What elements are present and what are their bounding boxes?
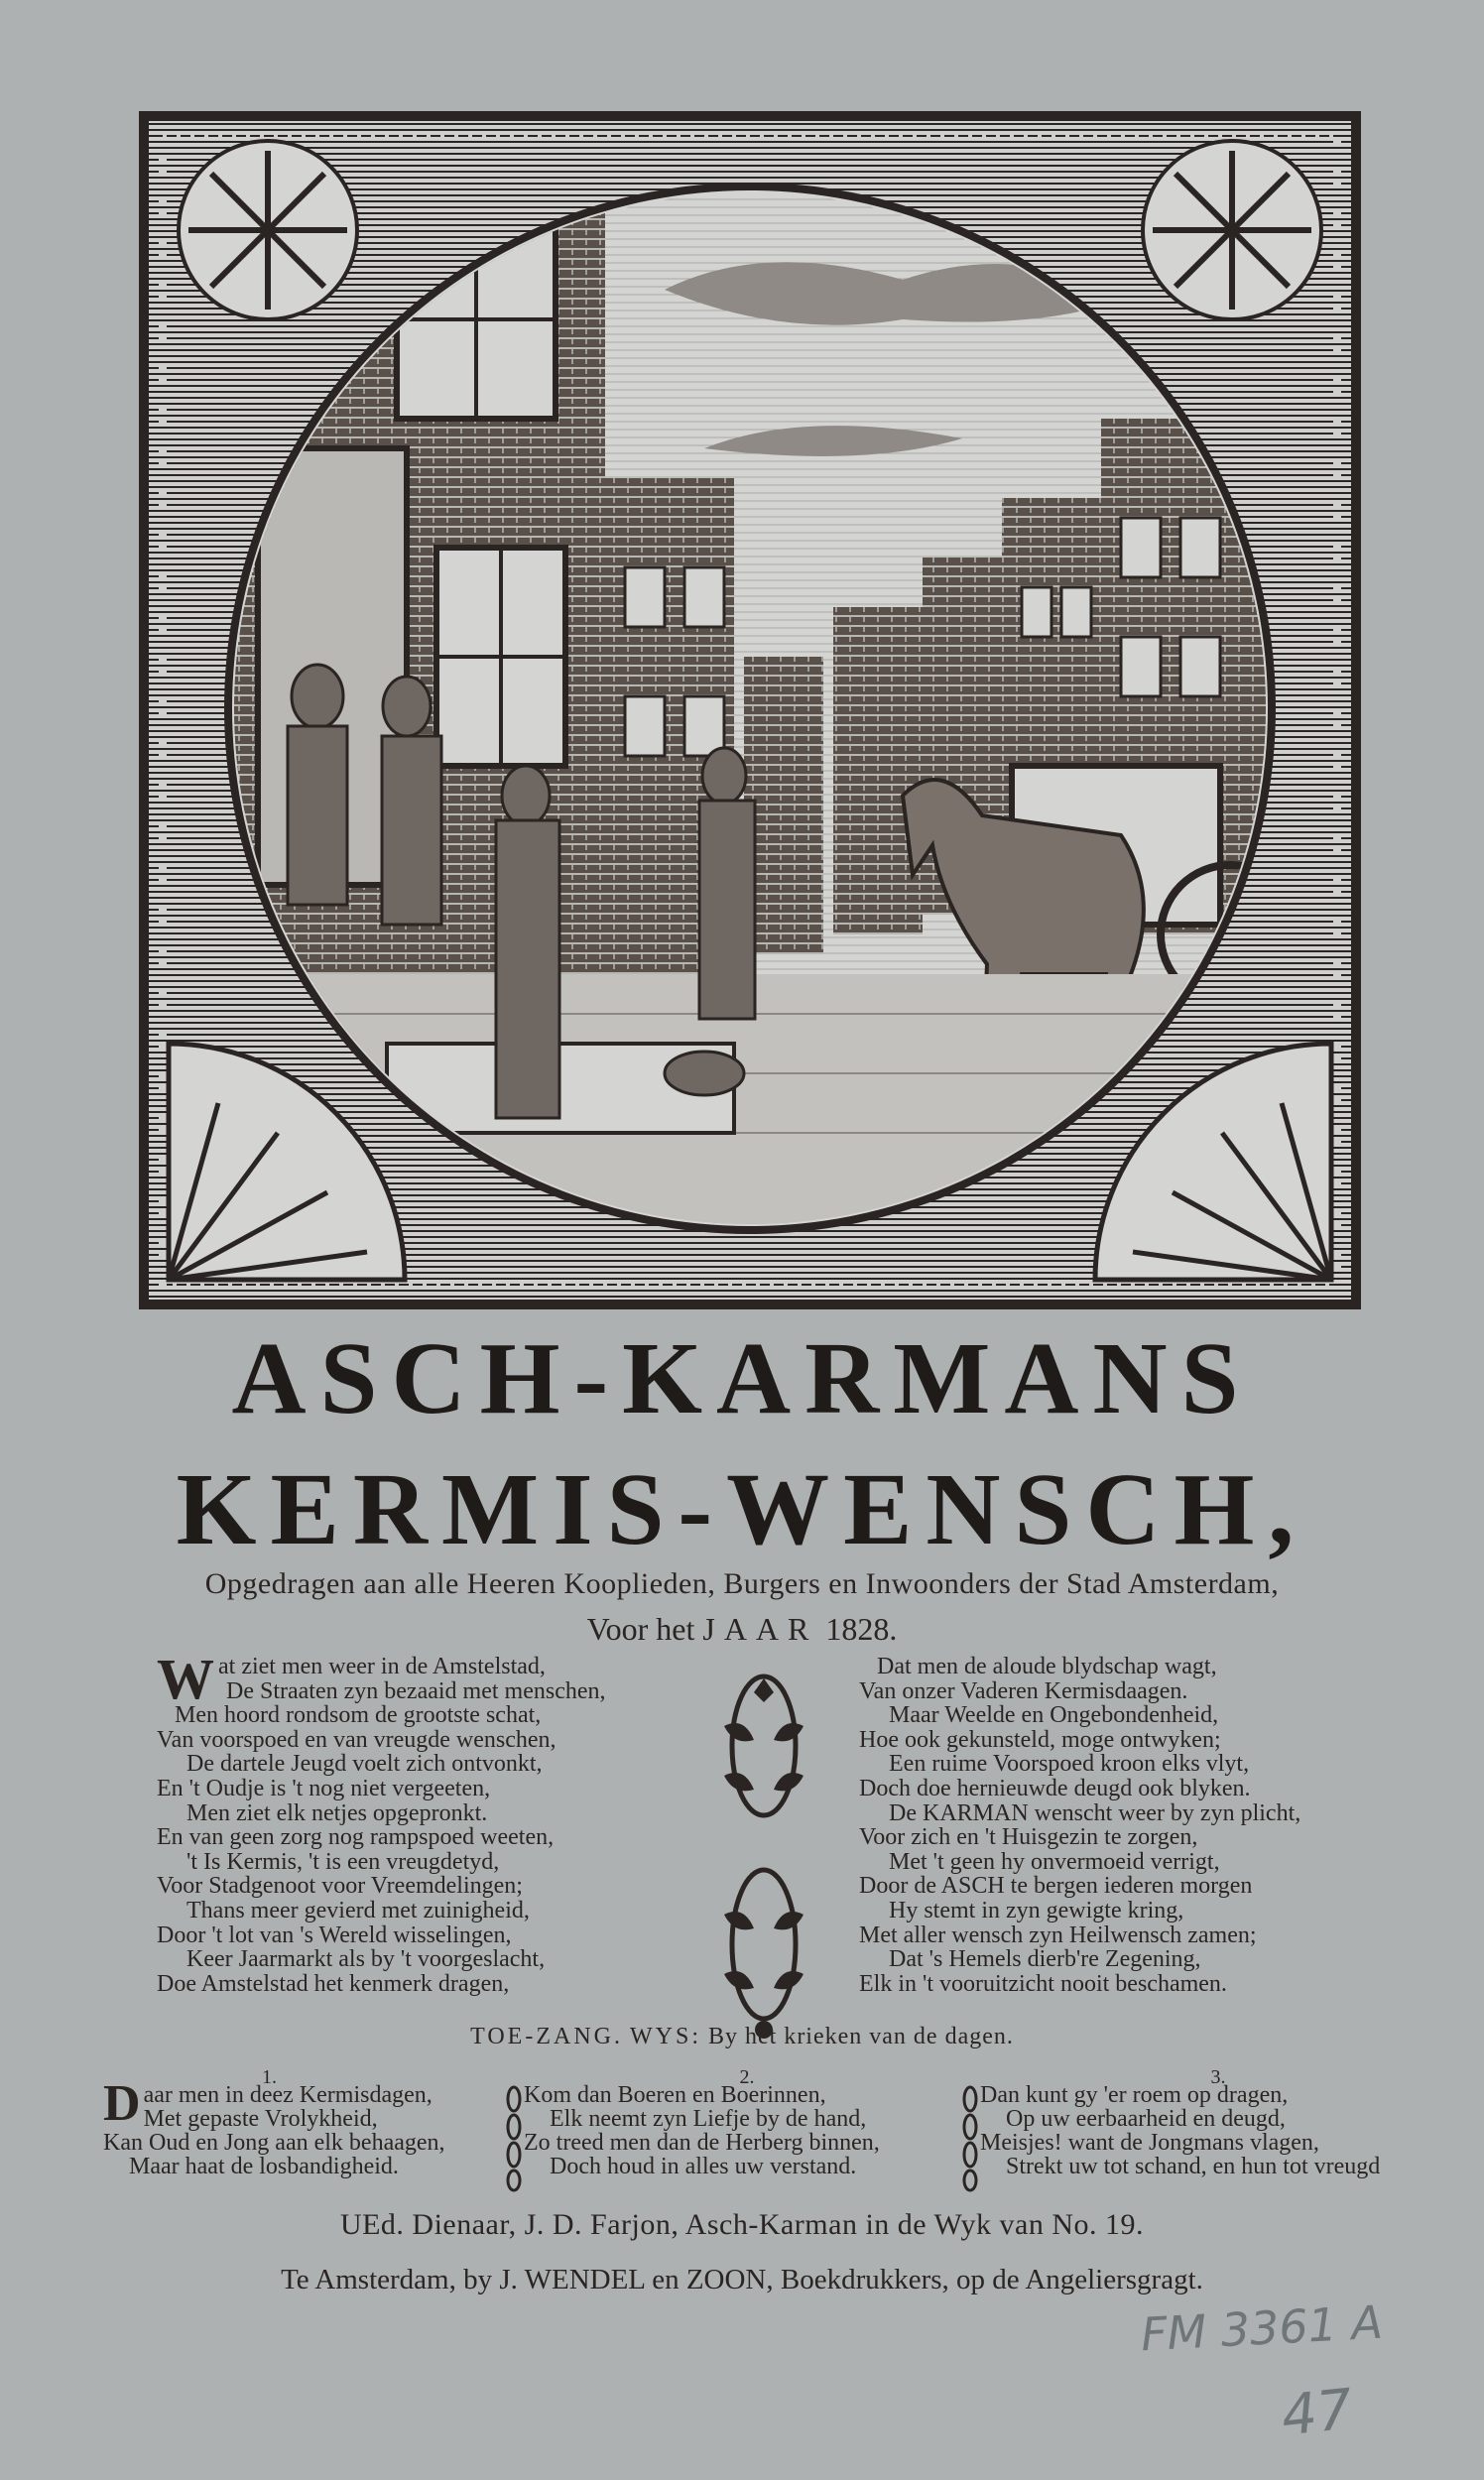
- verse-separator-ornament: [960, 2083, 980, 2192]
- year-number: 1828.: [825, 1611, 898, 1647]
- wys-label: WYS:: [629, 2024, 701, 2049]
- toe-zang-heading: [0, 2024, 1484, 2050]
- woodcut-illustration: [139, 111, 1361, 1309]
- verse-number: 1.: [262, 2066, 277, 2088]
- poem-line: Dat men de aloude blydschap wagt,: [877, 1654, 1217, 1679]
- verse-line: Strekt uw tot schand, en hun tot vreugd: [1006, 2154, 1381, 2179]
- title-line-2: KERMIS-WENSCH,: [176, 1452, 1308, 1566]
- poem-line: Een ruime Voorspoed kroon elks vlyt,: [889, 1751, 1250, 1778]
- poem-line: Met aller wensch zyn Heilwensch zamen;: [859, 1922, 1257, 1948]
- year-prefix: Voor het: [586, 1611, 695, 1647]
- verse-2: [524, 2065, 970, 2178]
- poem-line: En 't Oudje is 't nog niet vergeeten,: [157, 1775, 491, 1801]
- poem-line: De Straaten zyn bezaaid met menschen,: [226, 1677, 606, 1704]
- poem-line: Doch doe hernieuwde deugd ook blyken.: [859, 1775, 1251, 1801]
- poem-line: 't Is Kermis, 't is een vreugdetyd,: [186, 1848, 500, 1875]
- poem-line: Doe Amstelstad het kenmerk dragen,: [157, 1970, 510, 1997]
- verse-line: Elk neemt zyn Liefje by de hand,: [550, 2106, 867, 2132]
- poem-line: Hoe ook gekunsteld, moge ontwyken;: [859, 1726, 1221, 1753]
- verse-line: Met gepaste Vrolykheid,: [143, 2106, 378, 2132]
- poem-line: Van voorspoed en van vreugde wenschen,: [157, 1726, 556, 1753]
- poem-dropcap: W: [157, 1647, 214, 1711]
- poem-line: En van geen zorg nog rampspoed weeten,: [157, 1824, 555, 1851]
- year-line: [0, 1611, 1484, 1648]
- verse-line: Maar haat de losbandigheid.: [129, 2154, 399, 2179]
- poem-line: Met 't geen hy onvermoeid verrigt,: [889, 1848, 1220, 1875]
- dedication-subtitle: Opgedragen aan alle Heeren Kooplieden, Burgers en Inwoonders der Stad Amsterdam,: [204, 1567, 1280, 1600]
- verse-line: Op uw eerbaarheid en deugd,: [1006, 2106, 1286, 2132]
- year-word: JAAR: [702, 1611, 818, 1647]
- poem-line: at ziet men weer in de Amstelstad,: [218, 1654, 546, 1679]
- verse-number: 3.: [1210, 2066, 1226, 2088]
- floral-ornament: [694, 1667, 833, 2044]
- title-line-1: ASCH-KARMANS: [231, 1321, 1253, 1435]
- poem-line: Door de ASCH te bergen iederen morgen: [859, 1873, 1253, 1900]
- verse-line: aar men in deez Kermisdagen,: [143, 2082, 433, 2108]
- poem-line: Maar Weelde en Ongebondenheid,: [889, 1702, 1219, 1729]
- poem-line: De KARMAN wenscht weer by zyn plicht,: [889, 1799, 1301, 1826]
- servant-signature: UEd. Dienaar, J. D. Farjon, Asch-Karman in de Wyk van No. 19.: [339, 2208, 1145, 2241]
- verse-line: Dan kunt gy 'er roem op dragen,: [980, 2082, 1289, 2108]
- street-scene-woodcut: [149, 121, 1351, 1300]
- poem-right-column: [859, 1655, 1415, 1996]
- poem-line: Voor zich en 't Huisgezin te zorgen,: [859, 1824, 1198, 1851]
- verse-line: Kan Oud en Jong aan elk behaagen,: [103, 2130, 445, 2156]
- poem-line: Keer Jaarmarkt als by 't voorgeslacht,: [186, 1946, 546, 1973]
- toe-zang-label: TOE-ZANG.: [470, 2024, 623, 2049]
- pencil-number: 47: [1278, 2377, 1356, 2449]
- verse-separator-ornament: [504, 2083, 524, 2192]
- poem-line: Hy stemt in zyn gewigte kring,: [889, 1897, 1184, 1923]
- poem-line: Van onzer Vaderen Kermisdaagen.: [859, 1677, 1188, 1704]
- poem-line: Door 't lot van 's Wereld wisselingen,: [157, 1922, 512, 1948]
- pencil-shelfmark: FM 3361 A: [1139, 2294, 1385, 2362]
- poem-line: Elk in 't vooruitzicht nooit beschamen.: [859, 1970, 1227, 1997]
- poem-line: Men hoord rondsom de grootste schat,: [175, 1702, 542, 1729]
- verse-3: [980, 2065, 1456, 2178]
- verse-line: Meisjes! want de Jongmans vlagen,: [980, 2130, 1319, 2156]
- verse-line: Doch houd in alles uw verstand.: [550, 2154, 857, 2179]
- poem-line: Dat 's Hemels dierb're Zegening,: [889, 1946, 1201, 1973]
- poem-line: Thans meer gevierd met zuinigheid,: [186, 1897, 530, 1923]
- verse-line: Zo treed men dan de Herberg binnen,: [524, 2130, 880, 2156]
- poem-line: De dartele Jeugd voelt zich ontvonkt,: [186, 1751, 543, 1778]
- verse-dropcap: D: [103, 2075, 141, 2132]
- poem-left-column: [157, 1647, 712, 1997]
- verse-number: 2.: [739, 2066, 755, 2088]
- poem-line: Voor Stadgenoot voor Vreemdelingen;: [157, 1873, 523, 1900]
- tune-name: By het krieken van de dagen.: [707, 2024, 1014, 2049]
- verse-1: [103, 2065, 500, 2178]
- verse-line: Kom dan Boeren en Boerinnen,: [524, 2082, 826, 2108]
- printer-imprint: Te Amsterdam, by J. WENDEL en ZOON, Boekdrukkers, op de Angeliersgragt.: [281, 2264, 1203, 2295]
- poem-line: Men ziet elk netjes opgepronkt.: [186, 1799, 488, 1826]
